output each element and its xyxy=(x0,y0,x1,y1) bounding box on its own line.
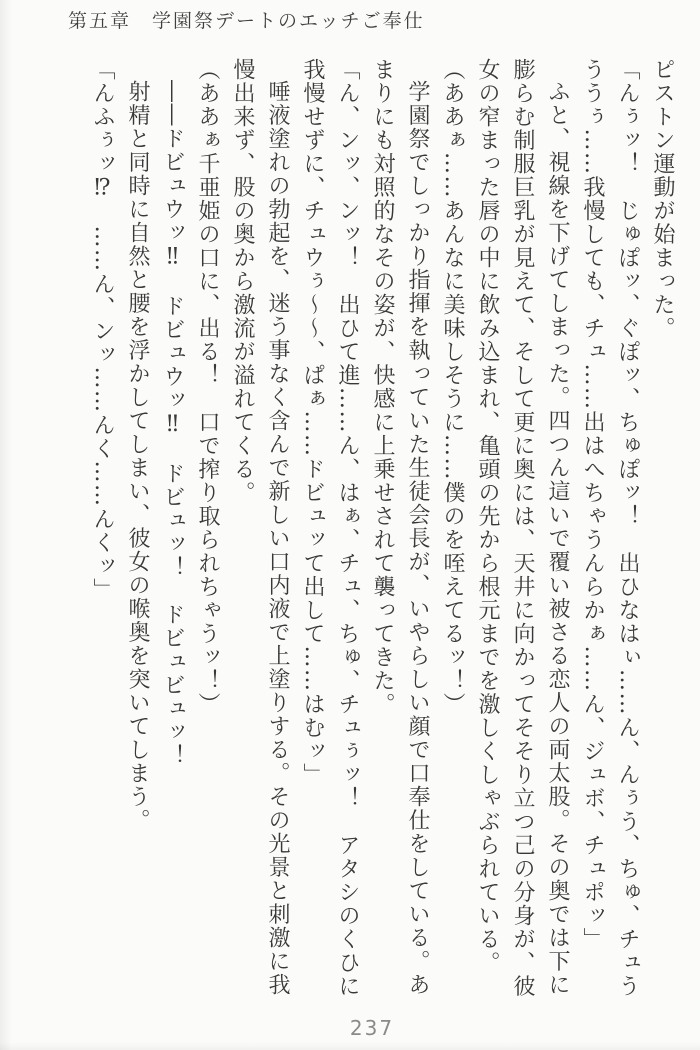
text-column: 「んふぅッ⁉ ……ん、ンッ……んく……んくッ」 xyxy=(90,58,115,602)
page-edge-shadow-bottom xyxy=(0,1042,700,1050)
text-column: 唾液塗れの勃起を、迷う事なく含んで新しい口内液で上塗りする。その光景と刺激に我 xyxy=(265,80,290,997)
text-column: まりにも対照的なその姿が、快感に上乗せされて襲ってきた。 xyxy=(370,58,395,716)
text-column: ううぅ……我慢しても、チュ……出はへちゃうんらかぁ……ん、ジュボ、チュポッ」 xyxy=(580,58,605,951)
text-column: 「んぅッ！ じゅぽッ、ぐぽッ、ちゅぽッ！ 出ひなはぃ……ん、んぅう、ちゅ、チュう xyxy=(615,58,640,998)
text-column: ――ドビュウッ‼ ドビュウッ‼ ドビュッ！ ドビュビュッ！ xyxy=(160,80,185,768)
text-column: 学園祭でしっかり指揮を執っていた生徒会長が、いやらしい顔で口奉仕をしている。あ xyxy=(405,80,430,997)
text-column: ふと、視線を下げてしまった。四つん這いで覆い被さる恋人の両太股。その奥では下に xyxy=(545,80,570,997)
text-column: 「ん、ンッ、ンッ！ 出ひて進……ん、はぁ、チュ、ちゅ、チュぅッ！ アタシのくひに xyxy=(335,58,360,998)
page-edge-shadow-left xyxy=(0,0,12,1050)
text-column: 射精と同時に自然と腰を浮かしてしまい、彼女の喉奥を突いてしまう。 xyxy=(125,80,150,832)
text-column: 我慢せずに、チュウぅ～～、ぱぁ……ドビュッて出して……はむッ」 xyxy=(300,58,325,787)
chapter-header: 第五章 学園祭デートのエッチご奉仕 xyxy=(68,10,425,32)
page-number: 237 xyxy=(349,1016,395,1040)
text-column: 女の窄まった唇の中に飲み込まれ、亀頭の先から根元までを激しくしゃぶられている。 xyxy=(475,58,500,975)
text-column: （ああぁ……あんなに美味しそうに……僕のを咥えてるッ！） xyxy=(440,58,465,716)
text-column: （ああぁ千亜姫の口に、出る！ 口で搾り取られちゃうッ！） xyxy=(195,58,220,716)
text-column: 膨らむ制服巨乳が見えて、そして更に奥には、天井に向かってそそり立つ己の分身が、彼 xyxy=(510,58,535,998)
text-column: ピストン運動が始まった。 xyxy=(650,58,675,340)
text-column: 慢出来ず、股の奥から激流が溢れてくる。 xyxy=(230,58,255,505)
text-body xyxy=(84,58,680,1010)
